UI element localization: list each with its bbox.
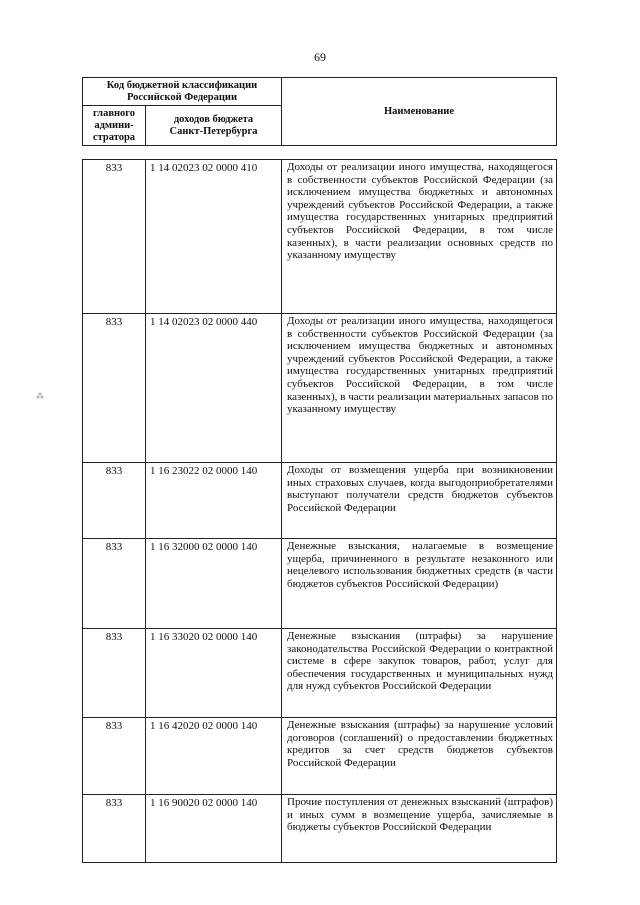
row-budget-code: 1 16 23022 02 0000 140: [146, 463, 282, 539]
budget-code-table: [82, 159, 557, 863]
row-budget-code: 1 14 02023 02 0000 410: [146, 160, 282, 314]
row-admin-code: 833: [83, 718, 146, 795]
row-name: Денежные взыскания (штрафы) за нарушение законодательства Российской Федерации о контрактной системе в сфере закупок товаров, работ, услуг для обеспечения государственных и муниципальных нужд для нужд субъектов Российской Федерации: [282, 629, 557, 718]
table-row: [83, 539, 557, 629]
row-budget-code: 1 14 02023 02 0000 440: [146, 314, 282, 463]
table-row: [83, 314, 557, 463]
row-budget-code: 1 16 32000 02 0000 140: [146, 539, 282, 629]
row-budget-code: 1 16 33020 02 0000 140: [146, 629, 282, 718]
header-admin: главного админи-стратора: [83, 106, 146, 146]
row-admin-code: 833: [83, 629, 146, 718]
header-group-label: Код бюджетной классификации Российской Федерации: [83, 78, 282, 106]
table-header: [82, 77, 557, 146]
row-admin-code: 833: [83, 314, 146, 463]
page-number: 69: [314, 50, 326, 64]
table-row: [83, 629, 557, 718]
row-name: Доходы от реализации иного имущества, находящегося в собственности субъектов Российской Федерации (за исключением имущества бюджетных и автономных учреждений субъектов Российской Федерации, а также имущества государственных унитарных предприятий субъектов Российской Федерации, в том числе казенных), в части реализации материальных запасов по указанному имуществу: [282, 314, 557, 463]
scan-artifact: ⁂: [36, 392, 44, 401]
row-name: Доходы от реализации иного имущества, находящегося в собственности субъектов Российской Федерации (за исключением имущества бюджетных и автономных учреждений субъектов Российской Федерации, а также имущества государственных унитарных предприятий субъектов Российской Федерации, в том числе казенных), в части реализации основных средств по указанному имуществу: [282, 160, 557, 314]
row-name: Прочие поступления от денежных взысканий (штрафов) и иных сумм в возмещение ущерба, зачисляемые в бюджеты субъектов Российской Федерации: [282, 795, 557, 863]
row-budget-code: 1 16 90020 02 0000 140: [146, 795, 282, 863]
row-admin-code: 833: [83, 795, 146, 863]
header-name: Наименование: [282, 78, 557, 146]
table-row: [83, 795, 557, 863]
header-code: доходов бюджета Санкт-Петербурга: [146, 106, 282, 146]
row-admin-code: 833: [83, 463, 146, 539]
row-admin-code: 833: [83, 539, 146, 629]
row-name: Денежные взыскания (штрафы) за нарушение условий договоров (соглашений) о предоставлении бюджетных кредитов за счет средств бюджетов субъектов Российской Федерации: [282, 718, 557, 795]
row-name: Денежные взыскания, налагаемые в возмещение ущерба, причиненного в результате незаконного или нецелевого использования бюджетных средств (в части бюджетов субъектов Российской Федерации): [282, 539, 557, 629]
row-budget-code: 1 16 42020 02 0000 140: [146, 718, 282, 795]
table-row: [83, 718, 557, 795]
row-admin-code: 833: [83, 160, 146, 314]
row-name: Доходы от возмещения ущерба при возникновении иных страховых случаев, когда выгодоприобретателями выступают получатели средств бюджетов субъектов Российской Федерации: [282, 463, 557, 539]
table-row: [83, 160, 557, 314]
table-row: [83, 463, 557, 539]
